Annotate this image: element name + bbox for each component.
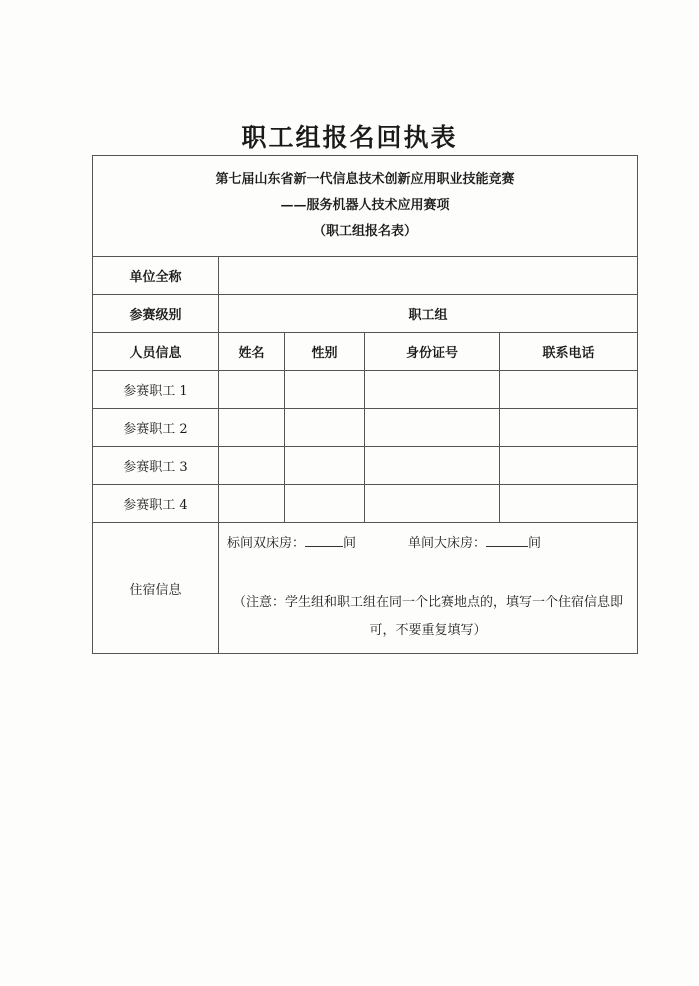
level-value: 职工组 bbox=[219, 295, 638, 333]
lodging-label: 住宿信息 bbox=[93, 523, 219, 654]
member-label: 参赛职工 3 bbox=[93, 447, 219, 485]
gender-field[interactable] bbox=[285, 447, 365, 485]
id-number-field[interactable] bbox=[365, 409, 500, 447]
form-subtitle: （职工组报名表） bbox=[313, 224, 418, 239]
room-line bbox=[227, 532, 629, 551]
table-row bbox=[93, 485, 638, 523]
form-header bbox=[93, 156, 638, 257]
id-number-field[interactable] bbox=[365, 371, 500, 409]
table-row bbox=[93, 371, 638, 409]
twin-room-count-field[interactable] bbox=[305, 534, 343, 547]
competition-name: 第七届山东省新一代信息技术创新应用职业技能竞赛 bbox=[215, 172, 515, 187]
table-row bbox=[93, 447, 638, 485]
member-label: 参赛职工 1 bbox=[93, 371, 219, 409]
name-field[interactable] bbox=[219, 485, 285, 523]
id-number-field[interactable] bbox=[365, 447, 500, 485]
twin-room-label: 标间双床房： bbox=[227, 535, 306, 551]
page-title: 职工组报名回执表 bbox=[241, 123, 458, 152]
registration-form-table bbox=[92, 155, 638, 654]
phone-field[interactable] bbox=[500, 447, 638, 485]
name-field[interactable] bbox=[219, 409, 285, 447]
level-label: 参赛级别 bbox=[93, 295, 219, 333]
twin-room-unit: 间 bbox=[343, 535, 357, 551]
gender-field[interactable] bbox=[285, 409, 365, 447]
col-header-gender: 性别 bbox=[285, 333, 365, 371]
event-name: ——服务机器人技术应用赛项 bbox=[280, 198, 450, 213]
id-number-field[interactable] bbox=[365, 485, 500, 523]
unit-name-field[interactable] bbox=[219, 257, 638, 295]
single-room-count-field[interactable] bbox=[486, 534, 528, 547]
col-header-phone: 联系电话 bbox=[500, 333, 638, 371]
lodging-details bbox=[219, 523, 638, 654]
gender-field[interactable] bbox=[285, 485, 365, 523]
phone-field[interactable] bbox=[500, 485, 638, 523]
name-field[interactable] bbox=[219, 371, 285, 409]
phone-field[interactable] bbox=[500, 371, 638, 409]
unit-name-label: 单位全称 bbox=[93, 257, 219, 295]
table-row bbox=[93, 409, 638, 447]
gender-field[interactable] bbox=[285, 371, 365, 409]
col-header-name: 姓名 bbox=[219, 333, 285, 371]
col-header-id-number: 身份证号 bbox=[365, 333, 500, 371]
member-label: 参赛职工 2 bbox=[93, 409, 219, 447]
phone-field[interactable] bbox=[500, 409, 638, 447]
col-header-member-info: 人员信息 bbox=[93, 333, 219, 371]
name-field[interactable] bbox=[219, 447, 285, 485]
single-room-unit: 间 bbox=[528, 535, 542, 551]
member-label: 参赛职工 4 bbox=[93, 485, 219, 523]
lodging-note: （注意：学生组和职工组在同一个比赛地点的，填写一个住宿信息即可，不要重复填写） bbox=[233, 594, 624, 638]
single-room-label: 单间大床房： bbox=[408, 535, 487, 551]
